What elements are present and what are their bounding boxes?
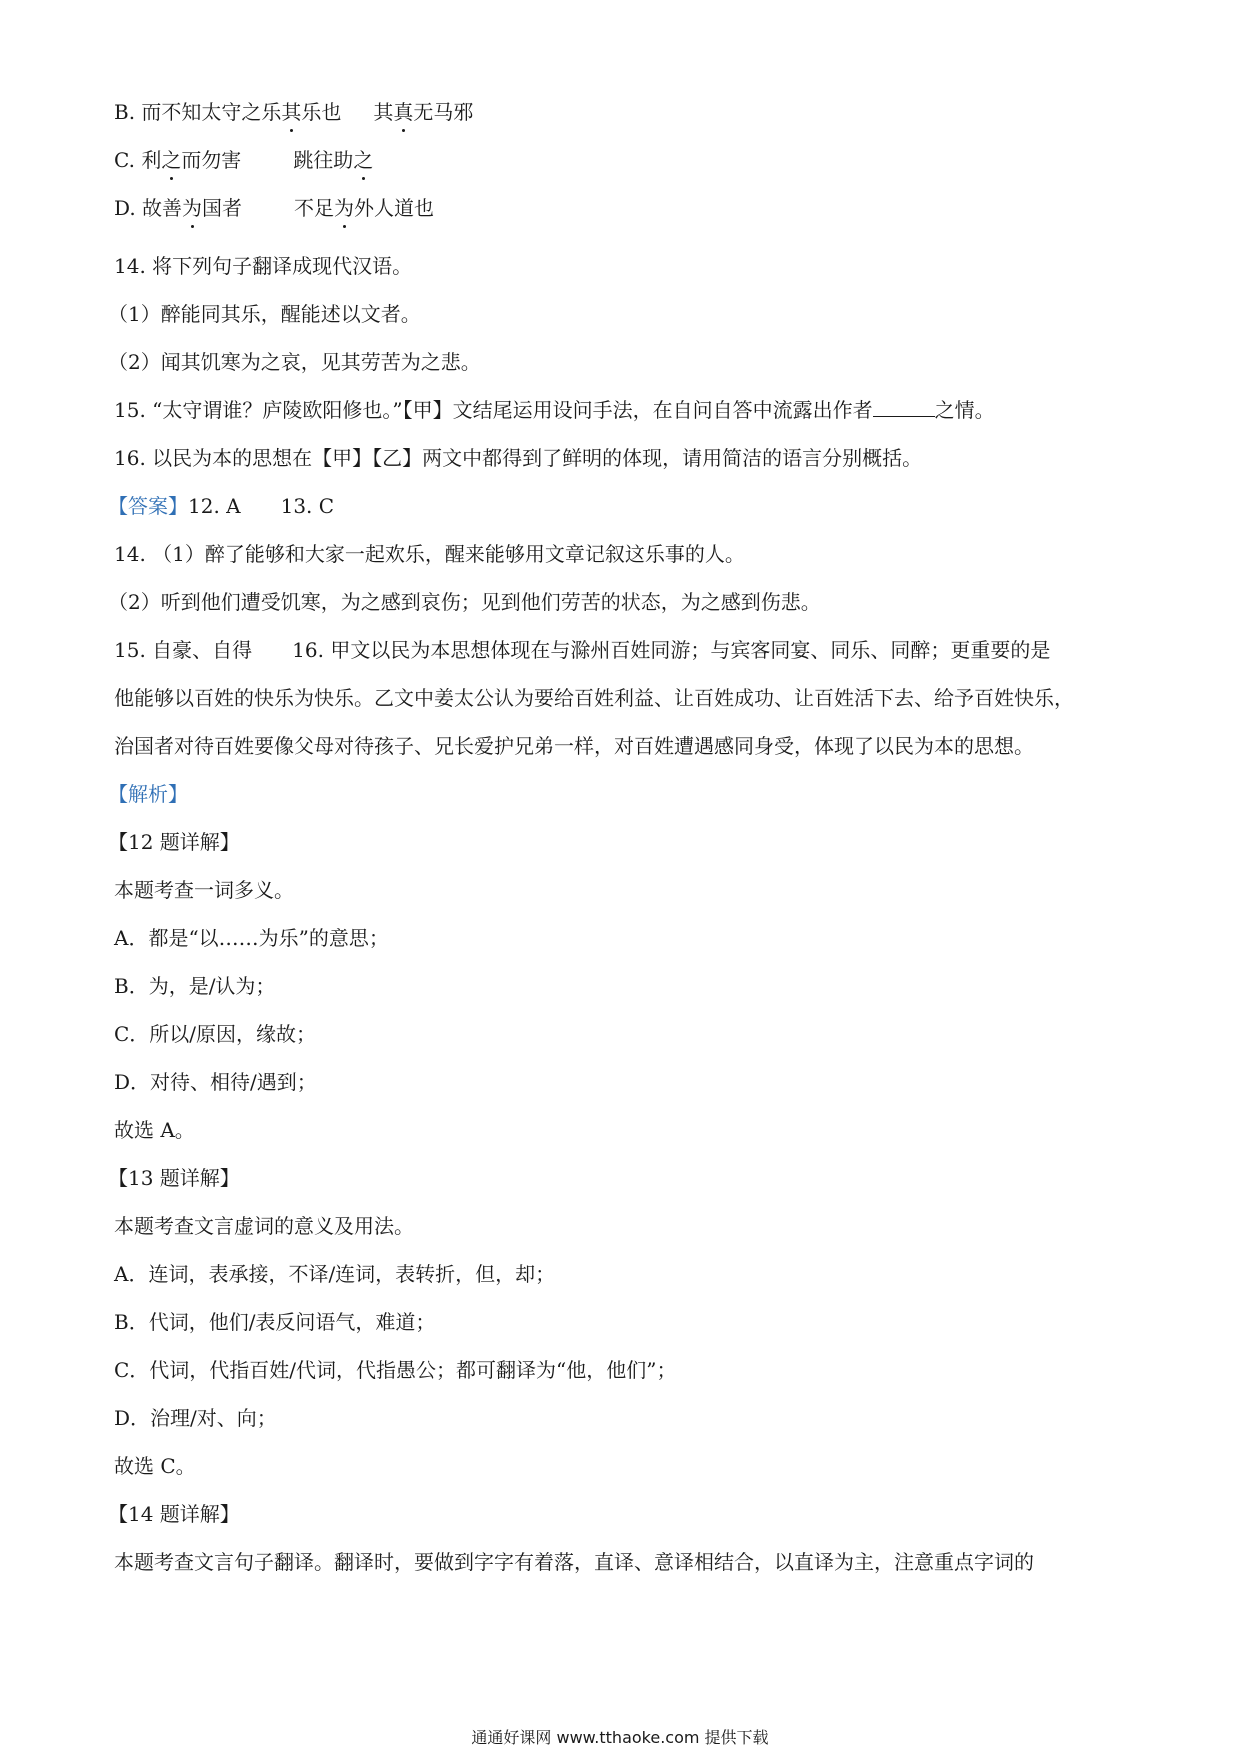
q14-sentence-1: （1）醉能同其乐，醒能述以文者。 <box>108 302 421 326</box>
q12-intro: 本题考查一词多义。 <box>114 878 294 902</box>
page-footer: 通通好课网 www.tthaoke.com 提供下载 <box>471 1728 769 1747</box>
analysis-tag: 【解析】 <box>108 782 188 806</box>
answer-tag: 【答案】 <box>108 494 188 518</box>
q14-sentence-2: （2）闻其饥寒为之哀，见其劳苦为之悲。 <box>108 350 481 374</box>
answer-15-16: 15. 自豪、自得 16. 甲文以民为本思想体现在与滁州百姓同游；与宾客同宴、同乐、同醉；更重要的是 <box>114 638 1051 662</box>
q16-stem: 16. 以民为本的思想在【甲】【乙】两文中都得到了鲜明的体现，请用简洁的语言分别概括。 <box>114 446 923 470</box>
q12-option-a: A．都是“以……为乐”的意思； <box>114 926 389 950</box>
q13-detail-option-c: C．代词，代指百姓/代词，代指愚公；都可翻译为“他，他们”； <box>114 1358 677 1382</box>
heading-q13-detail: 【13 题详解】 <box>108 1166 240 1190</box>
q13-intro: 本题考查文言虚词的意义及用法。 <box>114 1214 414 1238</box>
answer-blank <box>873 398 935 417</box>
answer-summary: 【答案】12. A 13. C <box>108 494 335 518</box>
answer-16-line-2: 他能够以百姓的快乐为快乐。乙文中姜太公认为要给百姓利益、让百姓成功、让百姓活下去、给予百姓快乐， <box>114 686 1074 710</box>
heading-q14-detail: 【14 题详解】 <box>108 1502 240 1526</box>
heading-q12-detail: 【12 题详解】 <box>108 830 240 854</box>
q13-conclusion: 故选 C。 <box>114 1454 196 1478</box>
q13-detail-option-d: D．治理/对、向； <box>114 1406 277 1430</box>
q15-stem: 15. “太守谓谁？庐陵欧阳修也。”【甲】文结尾运用设问手法，在自问自答中流露出作者 之情。 <box>114 398 995 422</box>
q12-option-d: D．对待、相待/遇到； <box>114 1070 317 1094</box>
q14-stem: 14. 将下列句子翻译成现代汉语。 <box>114 254 413 278</box>
q13-detail-option-b: B．代词，他们/表反问语气，难道； <box>114 1310 436 1334</box>
q12-option-b: B．为，是/认为； <box>114 974 276 998</box>
answer-14-1: 14. （1）醉了能够和大家一起欢乐，醒来能够用文章记叙这乐事的人。 <box>114 542 745 566</box>
q14-intro: 本题考查文言句子翻译。翻译时，要做到字字有着落，直译、意译相结合，以直译为主，注意重点字词的 <box>114 1550 1034 1574</box>
q13-option-b: B. 而不知太守之乐其乐也 其真无马邪 <box>114 100 474 124</box>
q12-conclusion: 故选 A。 <box>114 1118 195 1142</box>
q13-option-d: D. 故善为国者 不足为外人道也 <box>114 196 435 220</box>
q13-option-a: A．连词，表承接，不译/连词，表转折，但，却； <box>114 1262 556 1286</box>
q13-option-c: C. 利之而勿害 跳往助之 <box>114 148 374 172</box>
q12-option-c: C．所以/原因，缘故； <box>114 1022 317 1046</box>
answer-14-2: （2）听到他们遭受饥寒，为之感到哀伤；见到他们劳苦的状态，为之感到伤悲。 <box>108 590 821 614</box>
answer-16-line-3: 治国者对待百姓要像父母对待孩子、兄长爱护兄弟一样，对百姓遭遇感同身受，体现了以民为本的思想。 <box>114 734 1034 758</box>
